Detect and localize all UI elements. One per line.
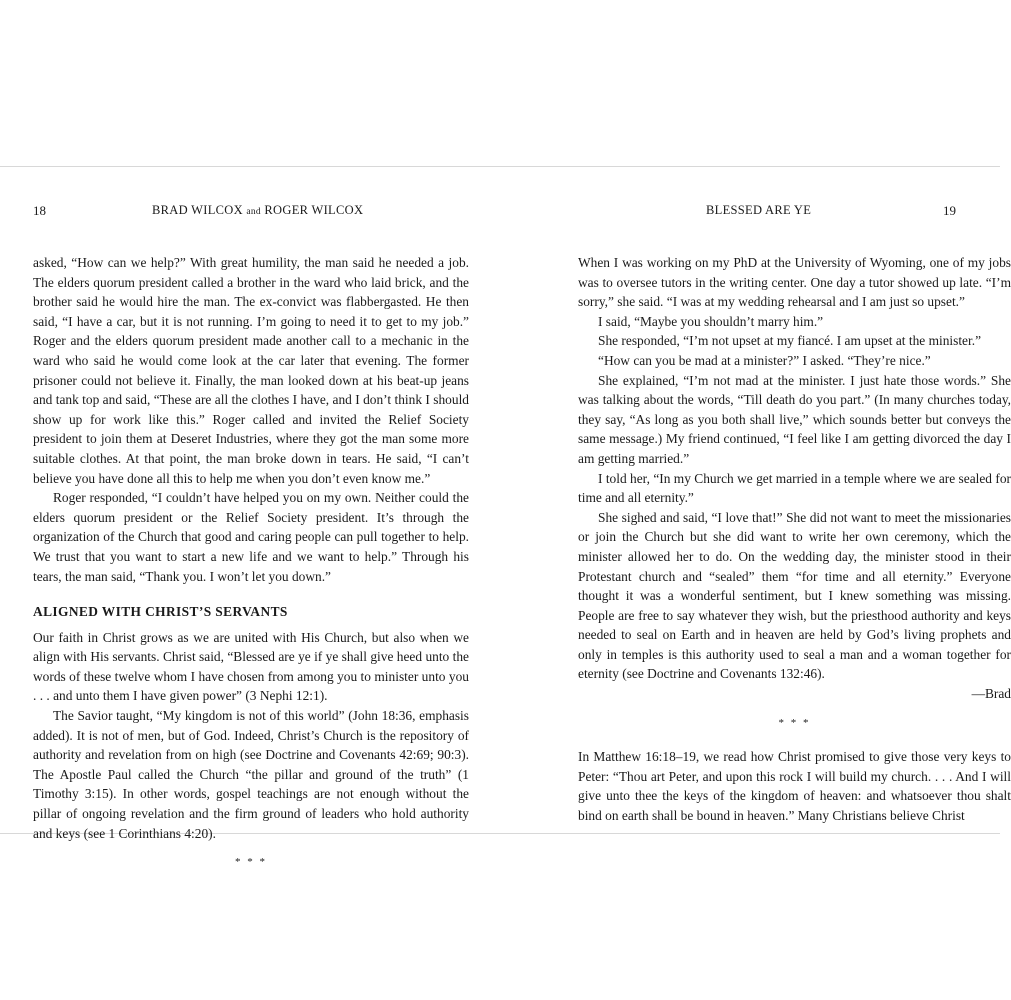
paragraph: She responded, “I’m not upset at my fiancé. I am upset at the minister.” [598,333,982,349]
right-page [500,167,1011,833]
left-body-text [33,253,469,887]
paragraph: She explained, “I’m not mad at the minister. I just hate those words.” She was talking about the words, “Till death do you part.” (In many churches today, they say, “As long as you both shall live,” which sounds better but conveys the same message.) My friend continued, “I feel like I am getting divorced the day I am getting married.” [578,372,1011,466]
book-spread [0,166,1011,869]
signature: —Brad [971,686,1011,702]
left-page [0,167,500,869]
paragraph: I said, “Maybe you shouldn’t marry him.” [598,313,824,329]
paragraph: The Savior taught, “My kingdom is not of this world” (John 18:36, emphasis added). It is not of men, but of God. Indeed, Christ’s Church is the repository of authority and revelation from on high (see Doctrine and Covenants 42:69; 90:3). The Apostle Paul called the Church “the pillar and ground of the truth” (1 Timothy 3:15). In other words, gospel teachings are not enough without the pillar of ongoing revelation and the firm ground of leaders who hold authority and keys (see 1 Corinthians 4:20). [33,708,469,841]
section-break: * * * [235,856,267,869]
page-number: 18 [33,203,46,218]
paragraph: Our faith in Christ grows as we are united with His Church, but also when we align with His servants. Christ said, “Blessed are ye if ye shall give heed unto the words of these twelve whom I have chosen from among you to minister unto you . . . and unto them I have given power” (3 Nephi 12:1). [33,629,469,704]
paragraph: When I was working on my PhD at the University of Wyoming, one of my jobs was to oversee tutors in the writing center. One day a tutor showed up late. “I’m sorry,” she said. “I was at my wedding rehearsal and I am just so upset.” [578,255,1011,310]
author-1: BRAD WILCOX [152,203,243,217]
page-number: 19 [943,203,956,218]
paragraph: Roger responded, “I couldn’t have helped you on my own. Neither could the elders quorum president or the Relief Society president. It’s through the organization of the Church that good and caring people can pull together to help. We trust that you want to start a new life and we want to help.” Through his tears, the man said, “Thank you. I won’t let you down.” [33,490,469,584]
paragraph: “How can you be mad at a minister?” I asked. “They’re nice.” [598,352,931,368]
author-2: ROGER WILCOX [264,203,364,217]
paragraph: She sighed and said, “I love that!” She did not want to meet the missionaries or join the Church but she did want to write her own ceremony, which the minister allowed her to do. On the wedding day, the minister stood in their Protestant church and “sealed” them “for time and all eternity.” Everyone thought it was a wonderful sentiment, but I knew something was missing. People are free to say whatever they wish, but the priesthood authority and keys needed to seal on Earth and in heaven are held by God’s living prophets and only in temples is this authority used to seal a man and a woman together for eternity (see Doctrine and Covenants 132:46). [578,509,1011,682]
right-body-text [578,253,1011,826]
running-head-title: BLESSED ARE YE [706,203,812,217]
section-heading: ALIGNED WITH CHRIST’S SERVANTS [33,604,288,620]
running-head-authors [152,203,363,218]
paragraph: I told her, “In my Church we get married in a temple where we are sealed for time and all eternity.” [578,470,1011,506]
paragraph: In Matthew 16:18–19, we read how Christ promised to give those very keys to Peter: “Thou art Peter, and upon this rock I will build my church. . . . And I will give unto thee the keys of the kingdom of heaven: and whatsoever thou shalt bind on earth shall be bound in heaven.” Many Christians believe Christ [578,749,1011,824]
paragraph: asked, “How can we help?” With great humility, the man said he needed a job. The elders quorum president called a brother in the ward who laid brick, and the brother said he would hire the man. The ex-convict was flabbergasted. He then said, “I have a car, but it is not running. I’m going to need it to get to my job.” Roger and the elders quorum president made another call to a mechanic in the ward who said he would come look at the car later that evening. The former prisoner could not believe it. Finally, the man looked down at his beat-up jeans and tank top and said, “These are all the clothes I have, and I don’t think I should show up for work like this.” Roger called and invited the Relief Society president to join them at Deseret Industries, where they got the man some more suitable clothes. At that point, the man broke down in tears. He said, “I can’t believe you have done all this to help me when you don’t even know me.” [33,255,469,486]
section-break: * * * [778,716,811,729]
author-conjunction: and [246,207,261,217]
